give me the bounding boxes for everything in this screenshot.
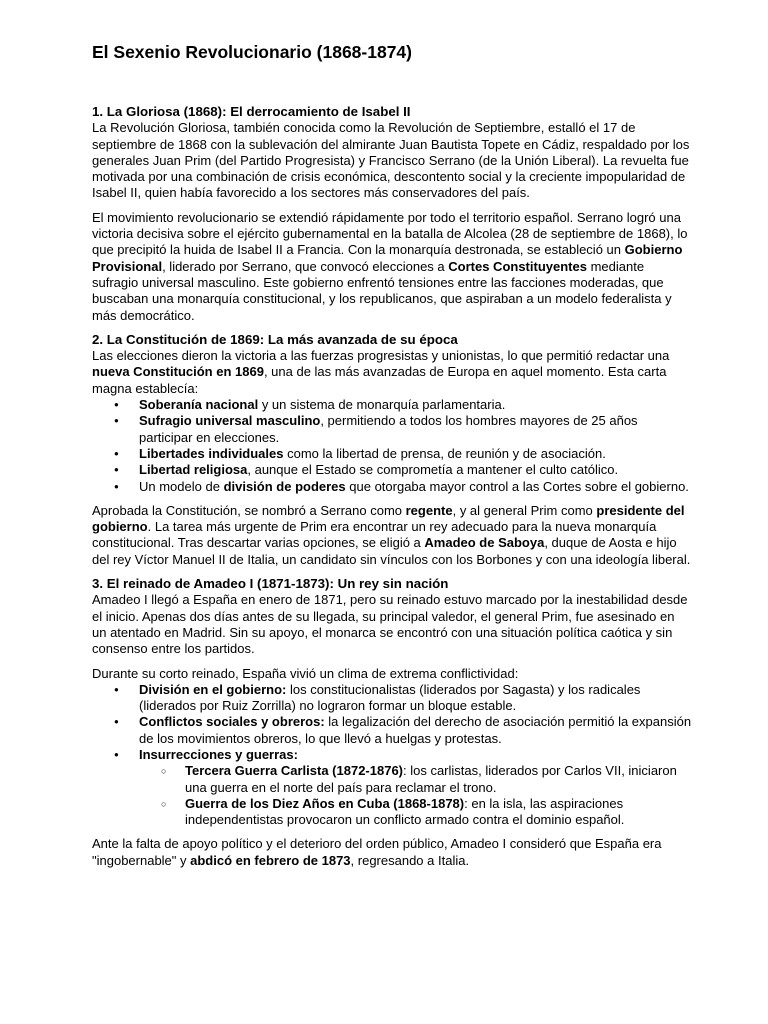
paragraph: Ante la falta de apoyo político y el deterioro del orden público, Amadeo I consideró que España era "ingobernable" y abdicó en febrero de 1873, regresando a Italia. <box>92 836 662 868</box>
section-heading: 1. La Gloriosa (1868): El derrocamiento de Isabel II <box>92 104 411 119</box>
list-item: ● División en el gobierno: los constitucionalistas (liderados por Sagasta) y los radicales (liderados por Ruiz Zorrilla) no lograron formar un bloque estable. <box>92 682 692 715</box>
paragraph: Durante su corto reinado, España vivió un clima de extrema conflictividad: <box>92 665 519 681</box>
document-title: El Sexenio Revolucionario (1868-1874) <box>92 42 412 62</box>
section-reinado-amadeo <box>92 576 692 869</box>
section-la-gloriosa <box>92 104 692 324</box>
sub-bullet-list <box>139 763 692 828</box>
list-item: ● Libertades individuales como la libertad de prensa, de reunión y de asociación. <box>92 446 692 462</box>
bullet-list <box>92 682 692 829</box>
list-item: ● Sufragio universal masculino, permitiendo a todos los hombres mayores de 25 años participar en elecciones. <box>92 413 692 446</box>
sub-list-item: ○ Tercera Guerra Carlista (1872-1876): los carlistas, liderados por Carlos VII, iniciaron una guerra en el norte del país para reclamar el trono. <box>92 763 692 796</box>
paragraph: Las elecciones dieron la victoria a las fuerzas progresistas y unionistas, lo que permitió redactar una nueva Constitución en 1869, una de las más avanzadas de Europa en aquel momento. Esta carta magna establecía: <box>92 348 670 396</box>
list-item: ● Conflictos sociales y obreros: la legalización del derecho de asociación permitió la expansión de los movimientos obreros, lo que llevó a huelgas y protestas. <box>92 714 692 747</box>
sub-list-item: ○ Guerra de los Diez Años en Cuba (1868-1878): en la isla, las aspiraciones independentistas provocaron un conflicto armado contra el dominio español. <box>92 796 692 829</box>
list-item: ● Soberanía nacional y un sistema de monarquía parlamentaria. <box>92 397 692 413</box>
paragraph: Aprobada la Constitución, se nombró a Serrano como regente, y al general Prim como presidente del gobierno. La tarea más urgente de Prim era encontrar un rey adecuado para la nueva monarquía constitucional. Tras descartar varias opciones, se eligió a Amadeo de Saboya, duque de Aosta e hijo del rey Víctor Manuel II de Italia, un candidato sin vínculos con los Borbones y con una ideología liberal. <box>92 502 691 567</box>
paragraph: Amadeo I llegó a España en enero de 1871, pero su reinado estuvo marcado por la inestabilidad desde el inicio. Apenas dos días antes de su llegada, su principal valedor, el general Prim, fue asesinado en un atentado en Madrid. Sin su apoyo, el monarca se encontró con una situación política caótica y sin consenso entre los partidos. <box>92 592 688 657</box>
list-item: ● Insurrecciones y guerras: ○ Tercera Guerra Carlista (1872-1876): los carlistas, liderados por Carlos VII, iniciaron una guerra en el norte del país para reclamar el trono. ○ Guerra de los Diez Años en Cuba (1868-1878): en la isla, las aspiraciones independentistas provocaron un conflicto armado contra el dominio español. <box>92 747 692 828</box>
paragraph: La Revolución Gloriosa, también conocida como la Revolución de Septiembre, estalló el 17 de septiembre de 1868 con la sublevación del almirante Juan Bautista Topete en Cádiz, respaldado por los generales Juan Prim (del Partido Progresista) y Francisco Serrano (de la Unión Liberal). La revuelta fue motivada por una combinación de crisis económica, descontento social y la creciente impopularidad de Isabel II, quien había favorecido a los sectores más conservadores del país. <box>92 120 690 201</box>
section-heading: 3. El reinado de Amadeo I (1871-1873): Un rey sin nación <box>92 576 449 592</box>
list-item: ● Un modelo de división de poderes que otorgaba mayor control a las Cortes sobre el gobierno. <box>92 479 692 495</box>
paragraph: El movimiento revolucionario se extendió rápidamente por todo el territorio español. Serrano logró una victoria decisiva sobre el ejército gubernamental en la batalla de Alcolea (28 de septiembre de 1868), lo que precipitó la huida de Isabel II a Francia. Con la monarquía destronada, se estableció un Gobierno Provisional, liderado por Serrano, que convocó elecciones a Cortes Constituyentes mediante sufragio universal masculino. Este gobierno enfrentó tensiones entre las facciones moderadas, que buscaban una monarquía constitucional, y los republicanos, que aspiraban a un modelo federalista y más democrático. <box>92 209 688 323</box>
section-constitucion-1869 <box>92 332 692 568</box>
bullet-list <box>92 397 692 495</box>
list-item: ● Libertad religiosa, aunque el Estado se comprometía a mantener el culto católico. <box>92 462 692 478</box>
section-heading: 2. La Constitución de 1869: La más avanzada de su época <box>92 331 458 347</box>
